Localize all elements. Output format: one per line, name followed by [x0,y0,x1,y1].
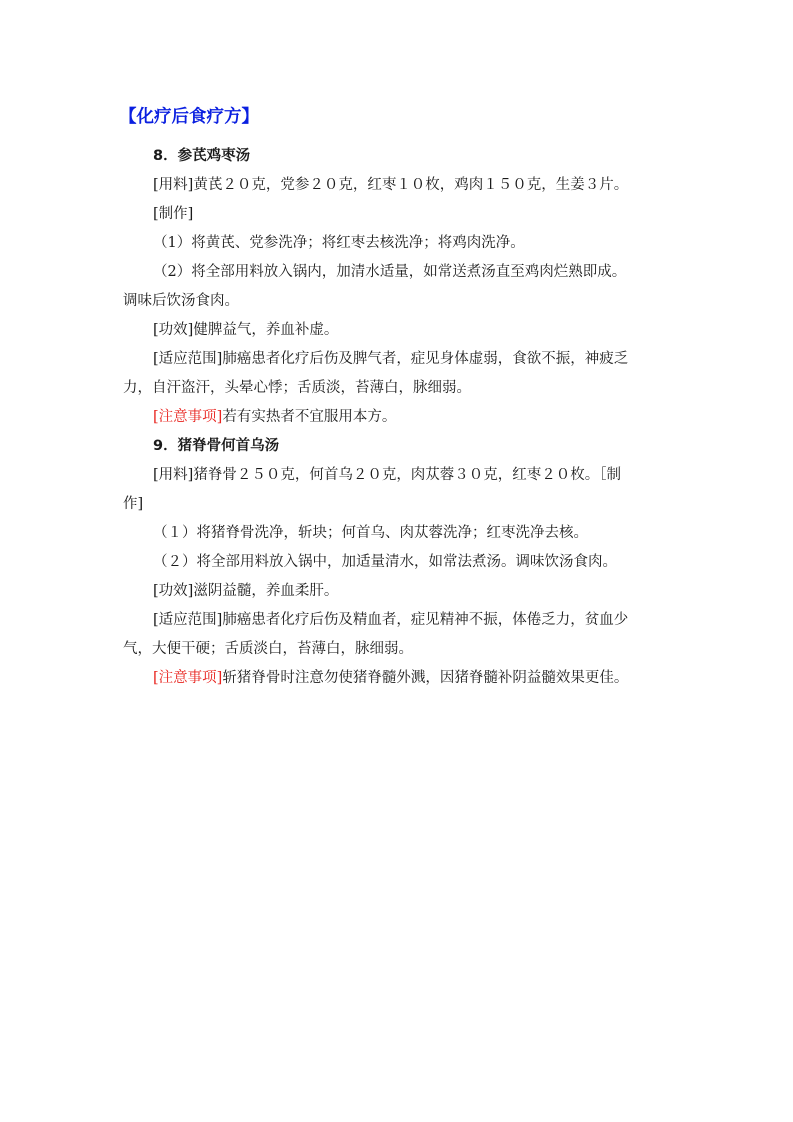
recipe-content [123,142,678,693]
caution-text: 斩猪脊骨时注意勿使猪脊髓外溅，因猪脊髓补阴益髓效果更佳。 [222,670,629,686]
recipe-8-step-2-cont: 调味后饮汤食肉。 [123,293,239,309]
recipe-8-method-label: [制作] [153,206,194,222]
recipe-9-scope: [适应范围]肺癌患者化疗后伤及精血者，症见精神不振，体倦乏力，贫血少 [153,612,629,628]
recipe-8-effect: [功效]健脾益气，养血补虚。 [153,322,339,338]
recipe-9-ingredients-cont: 作] [123,496,144,512]
recipe-8-ingredients: [用料]黄芪２０克，党参２０克，红枣１０枚，鸡肉１５０克，生姜３片。 [153,177,629,193]
page-title: 【化疗后食疗方】 [119,107,259,127]
recipe-8-step-1: （1）将黄芪、党参洗净；将红枣去核洗净；将鸡肉洗净。 [153,235,525,251]
recipe-8-scope: [适应范围]肺癌患者化疗后伤及脾气者，症见身体虚弱，食欲不振，神疲乏 [153,351,629,367]
recipe-8-caution [123,403,678,432]
recipe-8-step-2: （2）将全部用料放入锅内，加清水适量，如常送煮汤直至鸡肉烂熟即成。 [153,264,627,280]
recipe-9-caution [123,664,678,693]
recipe-8-heading: 8．参芪鸡枣汤 [153,148,251,164]
caution-text: 若有实热者不宜服用本方。 [222,409,397,425]
caution-label: [注意事项] [153,670,223,686]
recipe-9-step-2: （２）将全部用料放入锅中，加适量清水，如常法煮汤。调味饮汤食肉。 [153,554,617,570]
recipe-9-effect: [功效]滋阴益髓，养血柔肝。 [153,583,339,599]
caution-label: [注意事项] [153,409,223,425]
recipe-9-scope-cont: 气，大便干硬；舌质淡白，苔薄白，脉细弱。 [123,641,413,657]
recipe-9-ingredients: [用料]猪脊骨２５０克，何首乌２０克，肉苁蓉３０克，红枣２０枚。［制 [153,467,622,483]
recipe-9-heading: 9．猪脊骨何首乌汤 [153,438,280,454]
recipe-8-scope-cont: 力，自汗盗汗，头晕心悸；舌质淡，苔薄白，脉细弱。 [123,380,471,396]
recipe-9-step-1: （１）将猪脊骨洗净，斩块；何首乌、肉苁蓉洗净；红枣洗净去核。 [153,525,588,541]
